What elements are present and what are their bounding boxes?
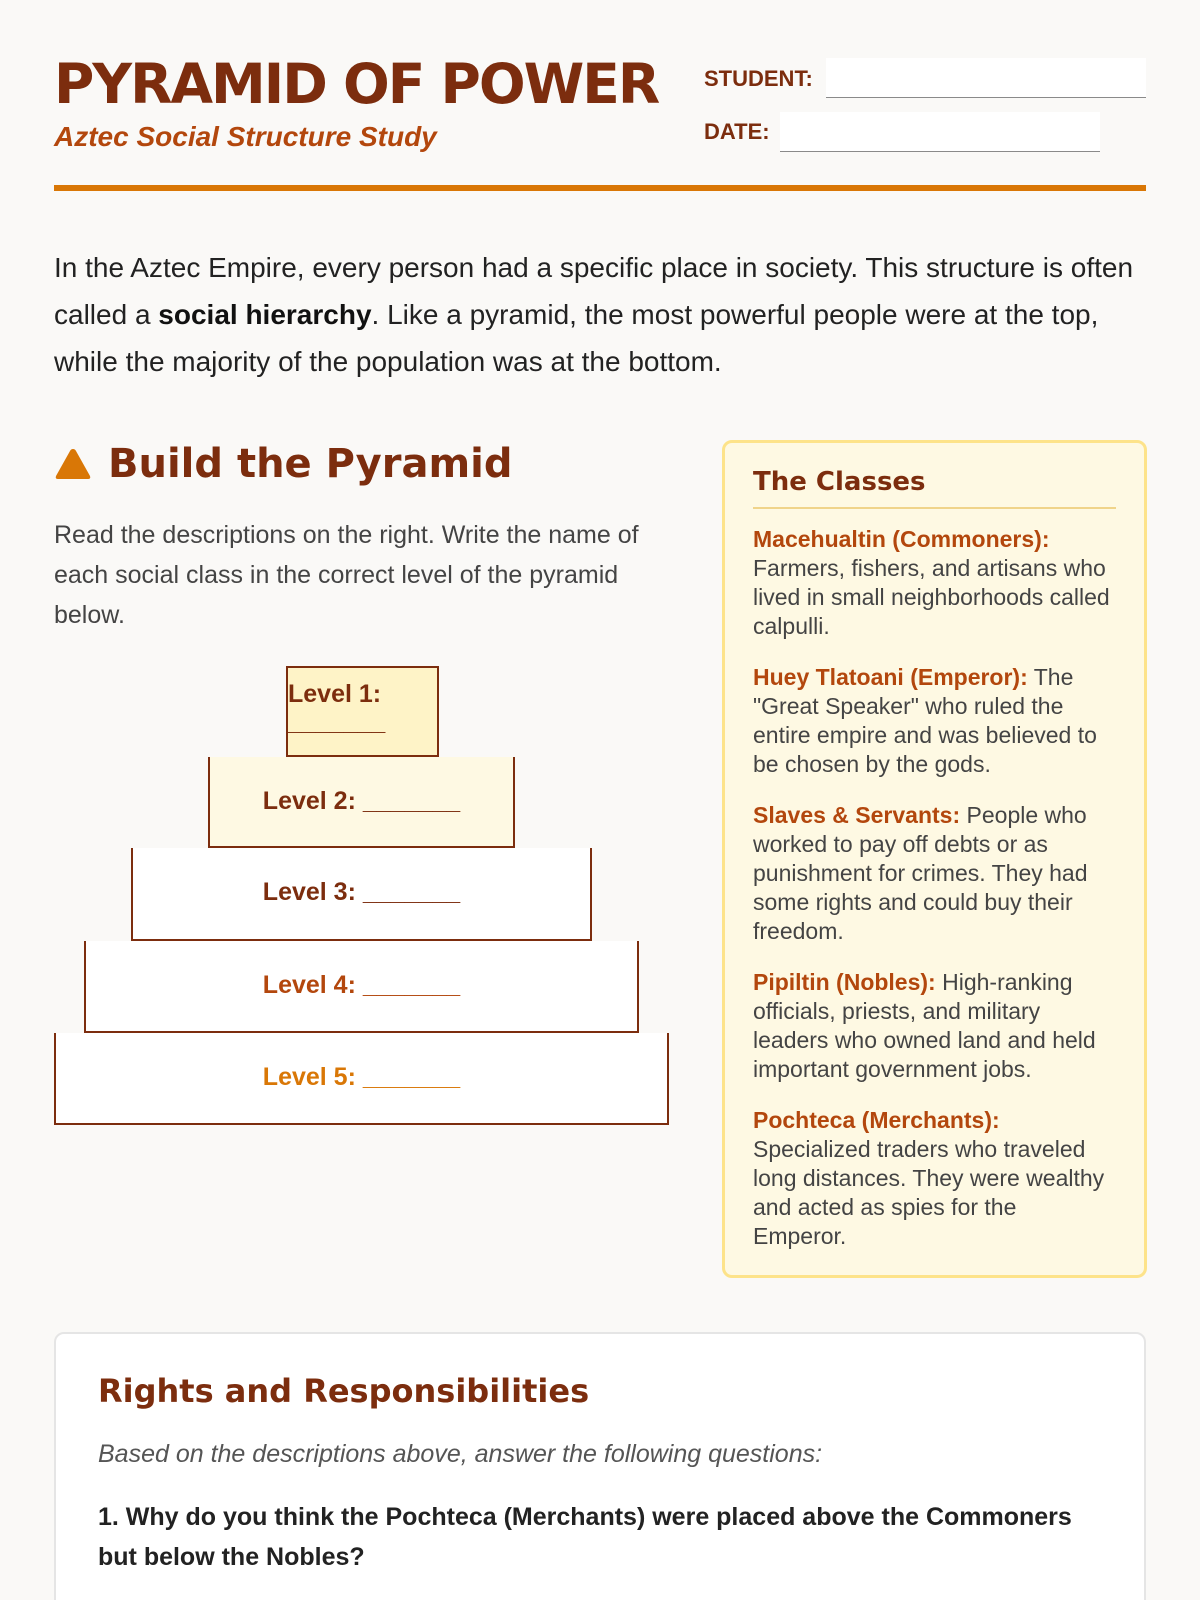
class-item-commoners: Macehualtin (Commoners): Farmers, fishers, and artisans who lived in small neighborhoods called calpulli. xyxy=(753,526,1110,639)
student-label: STUDENT: xyxy=(704,66,813,91)
triangle-icon xyxy=(54,447,92,481)
date-label: DATE: xyxy=(704,119,770,144)
pyramid-level-3-label: Level 3: _______ xyxy=(262,878,461,906)
student-name-field[interactable] xyxy=(826,58,1146,98)
worksheet-subtitle: Aztec Social Structure Study xyxy=(54,121,437,152)
classes-panel xyxy=(722,440,1147,1278)
pyramid-level-3[interactable] xyxy=(131,848,592,941)
rights-title: Rights and Responsibilities xyxy=(98,1372,590,1410)
build-instructions: Read the descriptions on the right. Write the name of each social class in the correct level of the pyramid below. xyxy=(54,521,639,629)
pyramid-level-5[interactable] xyxy=(54,1033,669,1125)
classes-panel-title: The Classes xyxy=(753,467,1116,509)
pyramid-level-1-label: Level 1: xyxy=(288,680,382,708)
class-item-slaves: Slaves & Servants: People who worked to pay off debts or as punishment for crimes. They had some rights and could buy their freedom. xyxy=(753,802,1088,944)
question-1: 1. Why do you think the Pochteca (Merchants) were placed above the Commoners but below the Nobles? xyxy=(98,1503,1072,1571)
date-field[interactable] xyxy=(780,112,1100,152)
intro-key-term: social hierarchy xyxy=(158,299,372,330)
pyramid-level-1[interactable] xyxy=(286,666,439,757)
class-item-merchants: Pochteca (Merchants): Specialized traders who traveled long distances. They were wealthy and acted as spies for the Emperor. xyxy=(753,1107,1105,1249)
class-item-emperor: Huey Tlatoani (Emperor): The "Great Speaker" who ruled the entire empire and was believed to be chosen by the gods. xyxy=(753,664,1097,777)
pyramid-level-4[interactable] xyxy=(84,941,639,1033)
rights-section xyxy=(54,1332,1146,1600)
build-section-title: Build the Pyramid xyxy=(108,441,513,487)
intro-paragraph: In the Aztec Empire, every person had a specific place in society. This structure is often called a social hierarchy. Like a pyramid, the most powerful people were at the top, while the majority of the population was at the bottom. xyxy=(54,252,1134,377)
header-divider xyxy=(54,185,1146,191)
pyramid-level-2-label: Level 2: _______ xyxy=(262,787,461,815)
rights-note: Based on the descriptions above, answer the following questions: xyxy=(98,1440,823,1468)
worksheet-title: PYRAMID OF POWER xyxy=(54,52,659,116)
pyramid-level-1-blank: _______ xyxy=(288,708,386,736)
class-item-nobles: Pipiltin (Nobles): High-ranking officials, priests, and military leaders who owned land and held important government jobs. xyxy=(753,969,1096,1082)
pyramid-level-5-label: Level 5: _______ xyxy=(262,1063,461,1091)
pyramid-level-4-label: Level 4: _______ xyxy=(262,971,461,999)
pyramid-level-2[interactable] xyxy=(208,757,515,848)
build-section-heading xyxy=(54,441,512,487)
